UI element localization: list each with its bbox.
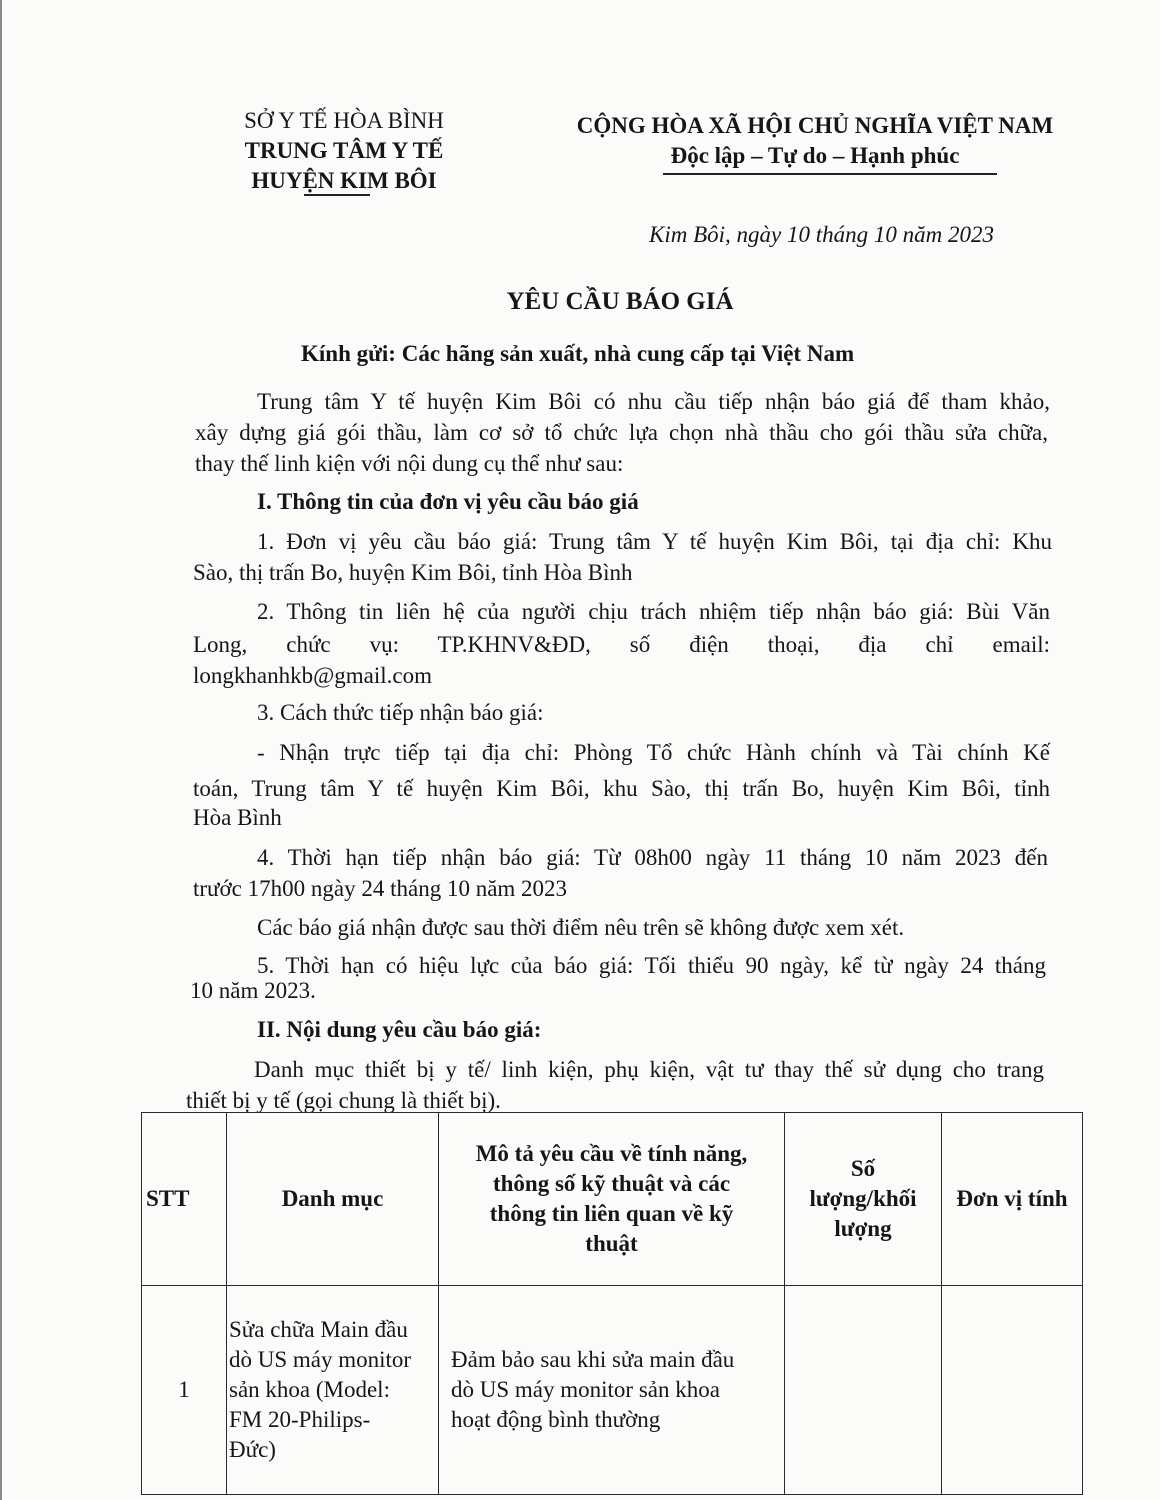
item-4-line-2: trước 17h00 ngày 24 tháng 10 năm 2023 [193, 876, 568, 901]
agency-header [222, 106, 466, 196]
cell-stt: 1 [142, 1286, 227, 1495]
item-2-line-1: 2. Thông tin liên hệ của người chịu trách nhiệm tiếp nhận báo giá: Bùi Văn [257, 599, 1050, 624]
cell-unit [942, 1286, 1083, 1495]
section-2-desc-line-1: Danh mục thiết bị y tế/ linh kiện, phụ kiện, vật tư thay thế sử dụng cho trang [254, 1057, 1044, 1082]
national-title: CỘNG HÒA XÃ HỘI CHỦ NGHĨA VIỆT NAM [576, 113, 1054, 138]
item-3-heading: 3. Cách thức tiếp nhận báo giá: [257, 700, 544, 725]
national-motto: Độc lập – Tự do – Hạnh phúc [670, 143, 960, 168]
table-header-row [142, 1113, 1083, 1286]
agency-district: HUYỆN KIM BÔI [251, 168, 437, 193]
quotation-table [141, 1112, 1083, 1495]
agency-name: TRUNG TÂM Y TẾ [244, 138, 444, 163]
item-4-line-1: 4. Thời hạn tiếp nhận báo giá: Từ 08h00 ngày 11 tháng 10 năm 2023 đến [257, 845, 1048, 870]
item-3-line-1: - Nhận trực tiếp tại địa chỉ: Phòng Tổ chức Hành chính và Tài chính Kế [257, 740, 1050, 765]
section-2-desc-line-2: thiết bị y tế (gọi chung là thiết bị). [186, 1088, 501, 1113]
item-3-line-3: Hòa Bình [193, 805, 282, 830]
recipient-line: Kính gửi: Các hãng sản xuất, nhà cung cấp tại Việt Nam [301, 341, 855, 366]
agency-parent: SỞ Y TẾ HÒA BÌNH [244, 108, 444, 133]
table-row [142, 1286, 1083, 1495]
item-4-note: Các báo giá nhận được sau thời điểm nêu trên sẽ không được xem xét. [257, 915, 905, 940]
cell-description: Đảm bảo sau khi sửa main đầu dò US máy monitor sản khoa hoạt động bình thường [439, 1286, 785, 1495]
intro-line-1: Trung tâm Y tế huyện Kim Bôi có nhu cầu tiếp nhận báo giá để tham khảo, [257, 389, 1050, 414]
item-5-line-1: 5. Thời hạn có hiệu lực của báo giá: Tối thiểu 90 ngày, kể từ ngày 24 tháng [257, 953, 1046, 978]
intro-line-3: thay thế linh kiện với nội dung cụ thể như sau: [195, 451, 624, 476]
item-3-line-2: toán, Trung tâm Y tế huyện Kim Bôi, khu Sào, thị trấn Bo, huyện Kim Bôi, tỉnh [193, 776, 1050, 801]
scan-left-edge [0, 0, 2, 1500]
date-line: Kim Bôi, ngày 10 tháng 10 năm 2023 [649, 222, 994, 247]
col-header-quantity: Số lượng/khối lượng [785, 1113, 942, 1286]
contact-email: longkhanhkb@gmail.com [193, 663, 433, 688]
section-1-heading: I. Thông tin của đơn vị yêu cầu báo giá [257, 489, 639, 514]
col-header-stt: STT [142, 1113, 227, 1286]
motto-underline [663, 173, 997, 175]
item-1-line-2: Sào, thị trấn Bo, huyện Kim Bôi, tỉnh Hòa Bình [193, 560, 633, 585]
item-1-line-1: 1. Đơn vị yêu cầu báo giá: Trung tâm Y tế huyện Kim Bôi, tại địa chỉ: Khu [257, 529, 1052, 554]
cell-category: Sửa chữa Main đầu dò US máy monitor sản khoa (Model: FM 20-Philips- Đức) [227, 1286, 439, 1495]
col-header-category: Danh mục [227, 1113, 439, 1286]
col-header-unit: Đơn vị tính [942, 1113, 1083, 1286]
item-2-line-2: Long, chức vụ: TP.KHNV&ĐD, số điện thoại, địa chỉ email: [193, 632, 1050, 657]
item-5-line-2: 10 năm 2023. [190, 978, 316, 1003]
national-header [545, 111, 1085, 171]
document-title: YÊU CẦU BÁO GIÁ [506, 288, 734, 315]
agency-underline [304, 194, 370, 196]
cell-quantity [785, 1286, 942, 1495]
intro-line-2: xây dựng giá gói thầu, làm cơ sở tổ chức lựa chọn nhà thầu cho gói thầu sửa chữa, [195, 420, 1048, 445]
section-2-heading: II. Nội dung yêu cầu báo giá: [257, 1017, 542, 1042]
col-header-description: Mô tả yêu cầu về tính năng, thông số kỹ thuật và các thông tin liên quan về kỹ thuật [439, 1113, 785, 1286]
